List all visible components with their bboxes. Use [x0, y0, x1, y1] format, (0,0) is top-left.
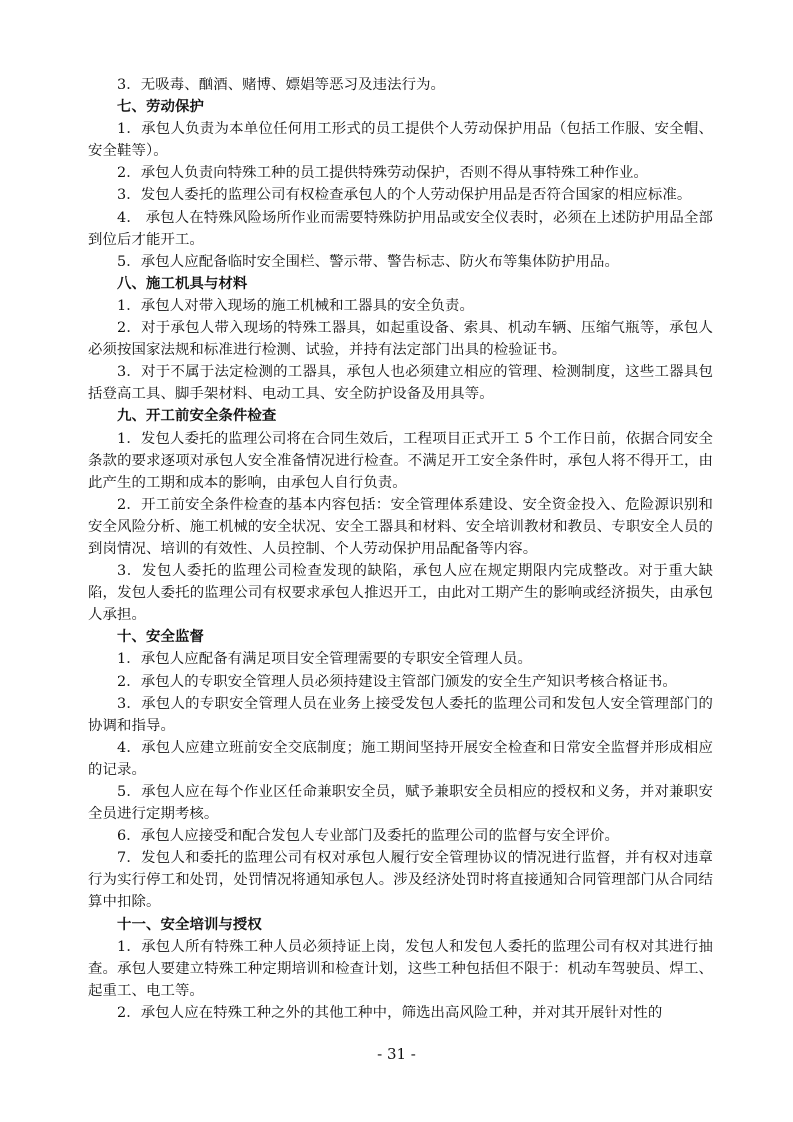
section-heading: 十一、安全培训与授权	[117, 915, 262, 933]
paragraph: 1．承包人应配备有满足项目安全管理需要的专职安全管理人员。	[117, 651, 532, 668]
paragraph: 4．承包人应建立班前安全交底制度；施工期间坚持开展安全检查和日常安全监督并形成相应的记录。	[88, 739, 713, 778]
paragraph: 5．承包人应配备临时安全围栏、警示带、警告标志、防火布等集体防护用品。	[117, 253, 619, 270]
paragraph: 2．承包人负责向特殊工种的员工提供特殊劳动保护，否则不得从事特殊工种作业。	[117, 165, 648, 182]
paragraph: 3．发包人委托的监理公司检查发现的缺陷，承包人应在规定期限内完成整改。对于重大缺陷，发包人委托的监理公司有权要求承包人推迟开工，由此对工期产生的影响或经济损失，由承包人承担。	[88, 563, 713, 624]
section-heading: 十、安全监督	[117, 628, 204, 646]
paragraph: 3．对于不属于法定检测的工器具，承包人也必须建立相应的管理、检测制度，这些工器具包括登高工具、脚手架材料、电动工具、安全防护设备及用具等。	[88, 364, 713, 403]
paragraph: 1．承包人所有特殊工种人员必须持证上岗，发包人和发包人委托的监理公司有权对其进行抽查。承包人要建立特殊工种定期培训和检查计划，这些工种包括但不限于：机动车驾驶员、焊工、起重工、电工等。	[88, 938, 713, 999]
section-heading: 七、劳动保护	[117, 98, 204, 116]
paragraph: 6．承包人应接受和配合发包人专业部门及委托的监理公司的监督与安全评价。	[117, 828, 619, 845]
paragraph: 5．承包人应在每个作业区任命兼职安全员，赋予兼职安全员相应的授权和义务，并对兼职安全员进行定期考核。	[88, 784, 713, 823]
paragraph: 4． 承包人在特殊风险场所作业而需要特殊防护用品或安全仪表时，必须在上述防护用品全部到位后才能开工。	[88, 209, 713, 248]
paragraph: 2．开工前安全条件检查的基本内容包括：安全管理体系建设、安全资金投入、危险源识别和安全风险分析、施工机械的安全状况、安全工器具和材料、安全培训教材和教员、专职安全人员的到岗情况、培训的有效性、人员控制、个人劳动保护用品配备等内容。	[88, 496, 713, 557]
paragraph: 1．发包人委托的监理公司将在合同生效后，工程项目正式开工 5 个工作日前，依据合同安全条款的要求逐项对承包人安全准备情况进行检查。不满足开工安全条件时，承包人将不得开工，由此产生的工期和成本的影响，由承包人自行负责。	[88, 430, 713, 491]
page-number: - 31 -	[377, 1045, 416, 1063]
paragraph: 3．承包人的专职安全管理人员在业务上接受发包人委托的监理公司和发包人安全管理部门的协调和指导。	[88, 695, 713, 734]
paragraph: 2．承包人应在特殊工种之外的其他工种中，筛选出高风险工种，并对其开展针对性的	[117, 1004, 663, 1021]
paragraph: 3．无吸毒、酗酒、赌博、嫖娼等恶习及违法行为。	[117, 77, 446, 93]
paragraph: 3．发包人委托的监理公司有权检查承包人的个人劳动保护用品是否符合国家的相应标准。	[117, 187, 692, 204]
document-body	[88, 74, 713, 1024]
section-heading: 八、施工机具与材料	[117, 274, 248, 292]
paragraph: 1．承包人对带入现场的施工机械和工器具的安全负责。	[117, 297, 475, 314]
paragraph: 7．发包人和委托的监理公司有权对承包人履行安全管理协议的情况进行监督，并有权对违章行为实行停工和处罚，处罚情况将通知承包人。涉及经济处罚时将直接通知合同管理部门从合同结算中扣除。	[88, 850, 713, 911]
paragraph: 1．承包人负责为本单位任何用工形式的员工提供个人劳动保护用品（包括工作服、安全帽、安全鞋等）。	[88, 121, 713, 160]
paragraph: 2．承包人的专职安全管理人员必须持建设主管部门颁发的安全生产知识考核合格证书。	[117, 673, 677, 690]
paragraph: 2．对于承包人带入现场的特殊工器具，如起重设备、索具、机动车辆、压缩气瓶等，承包人必须按国家法规和标准进行检测、试验，并持有法定部门出具的检验证书。	[88, 320, 713, 359]
section-heading: 九、开工前安全条件检查	[117, 407, 277, 425]
